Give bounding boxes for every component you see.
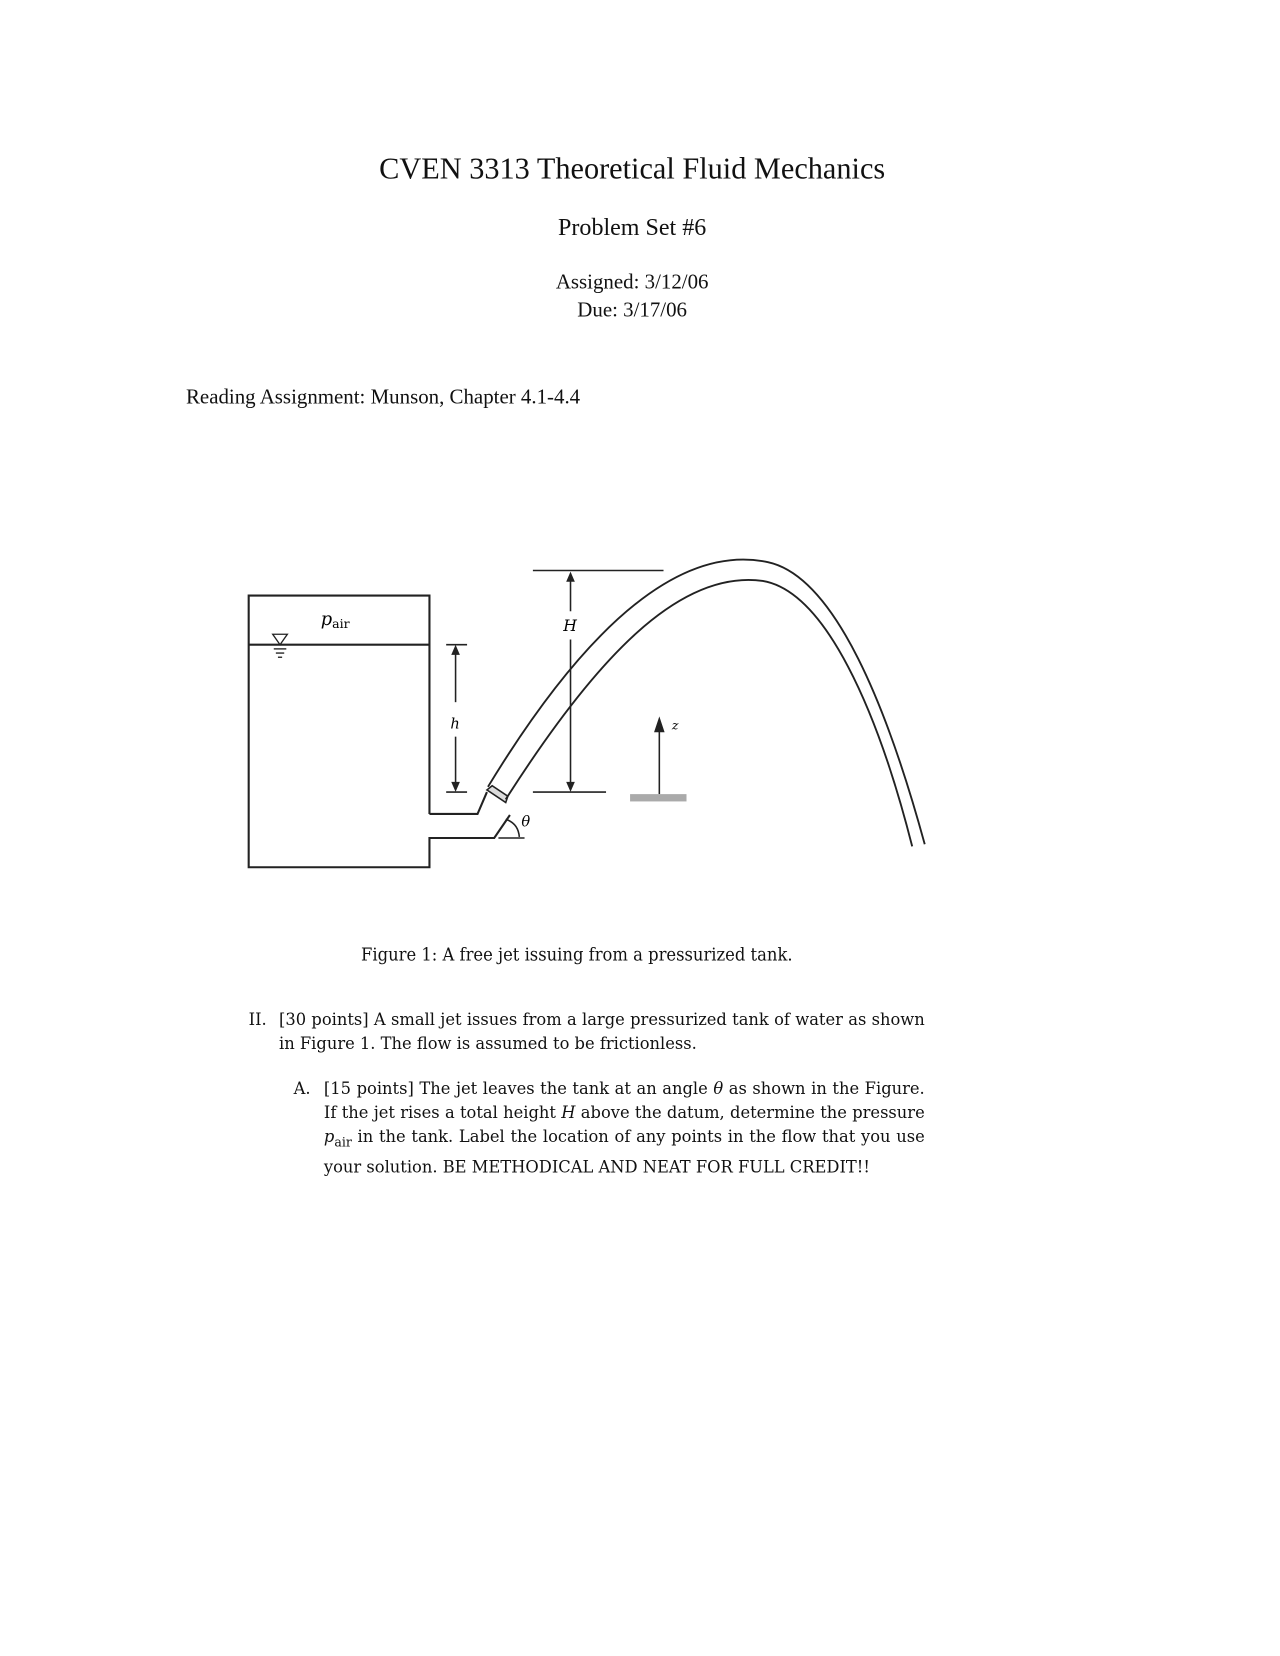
assigned-date: Assigned: 3/12/06 (555, 270, 709, 294)
problem-set-number: Problem Set #6 (558, 214, 707, 241)
H-label: H (563, 616, 577, 636)
h-label: h (450, 715, 460, 733)
document-title: CVEN 3313 Theoretical Fluid Mechanics (379, 152, 886, 186)
problem-statement: [30 points] A small jet issues from a large pressurized tank of water as shown in Figure 1. The flow is assumed to be frictionless. (278, 1010, 925, 1054)
part-letter: A. (293, 1079, 311, 1099)
H-dimension (533, 571, 664, 793)
tank (249, 596, 510, 868)
jet-stream (488, 560, 925, 847)
problem-number: II. (248, 1010, 267, 1030)
p-air-label: pair (320, 609, 350, 631)
figure-caption: Figure 1: A free jet issuing from a pressurized tank. (360, 944, 793, 965)
nozzle (487, 786, 508, 803)
reading-assignment: Reading Assignment: Munson, Chapter 4.1-4.4 (185, 385, 581, 409)
part-a-statement: [15 points] The jet leaves the tank at an angle θ as shown in the Figure. If the jet rises a total height H above the datum, determine the pressure $p_{air}$ in the tank. Label the location of any points in the flow that you use your solution. BE METHODICAL AND NEAT FOR FULL CREDIT!! (323, 1079, 925, 1177)
theta-label: θ (521, 813, 531, 831)
due-date: Due: 3/17/06 (577, 298, 688, 322)
z-label: z (671, 717, 679, 733)
